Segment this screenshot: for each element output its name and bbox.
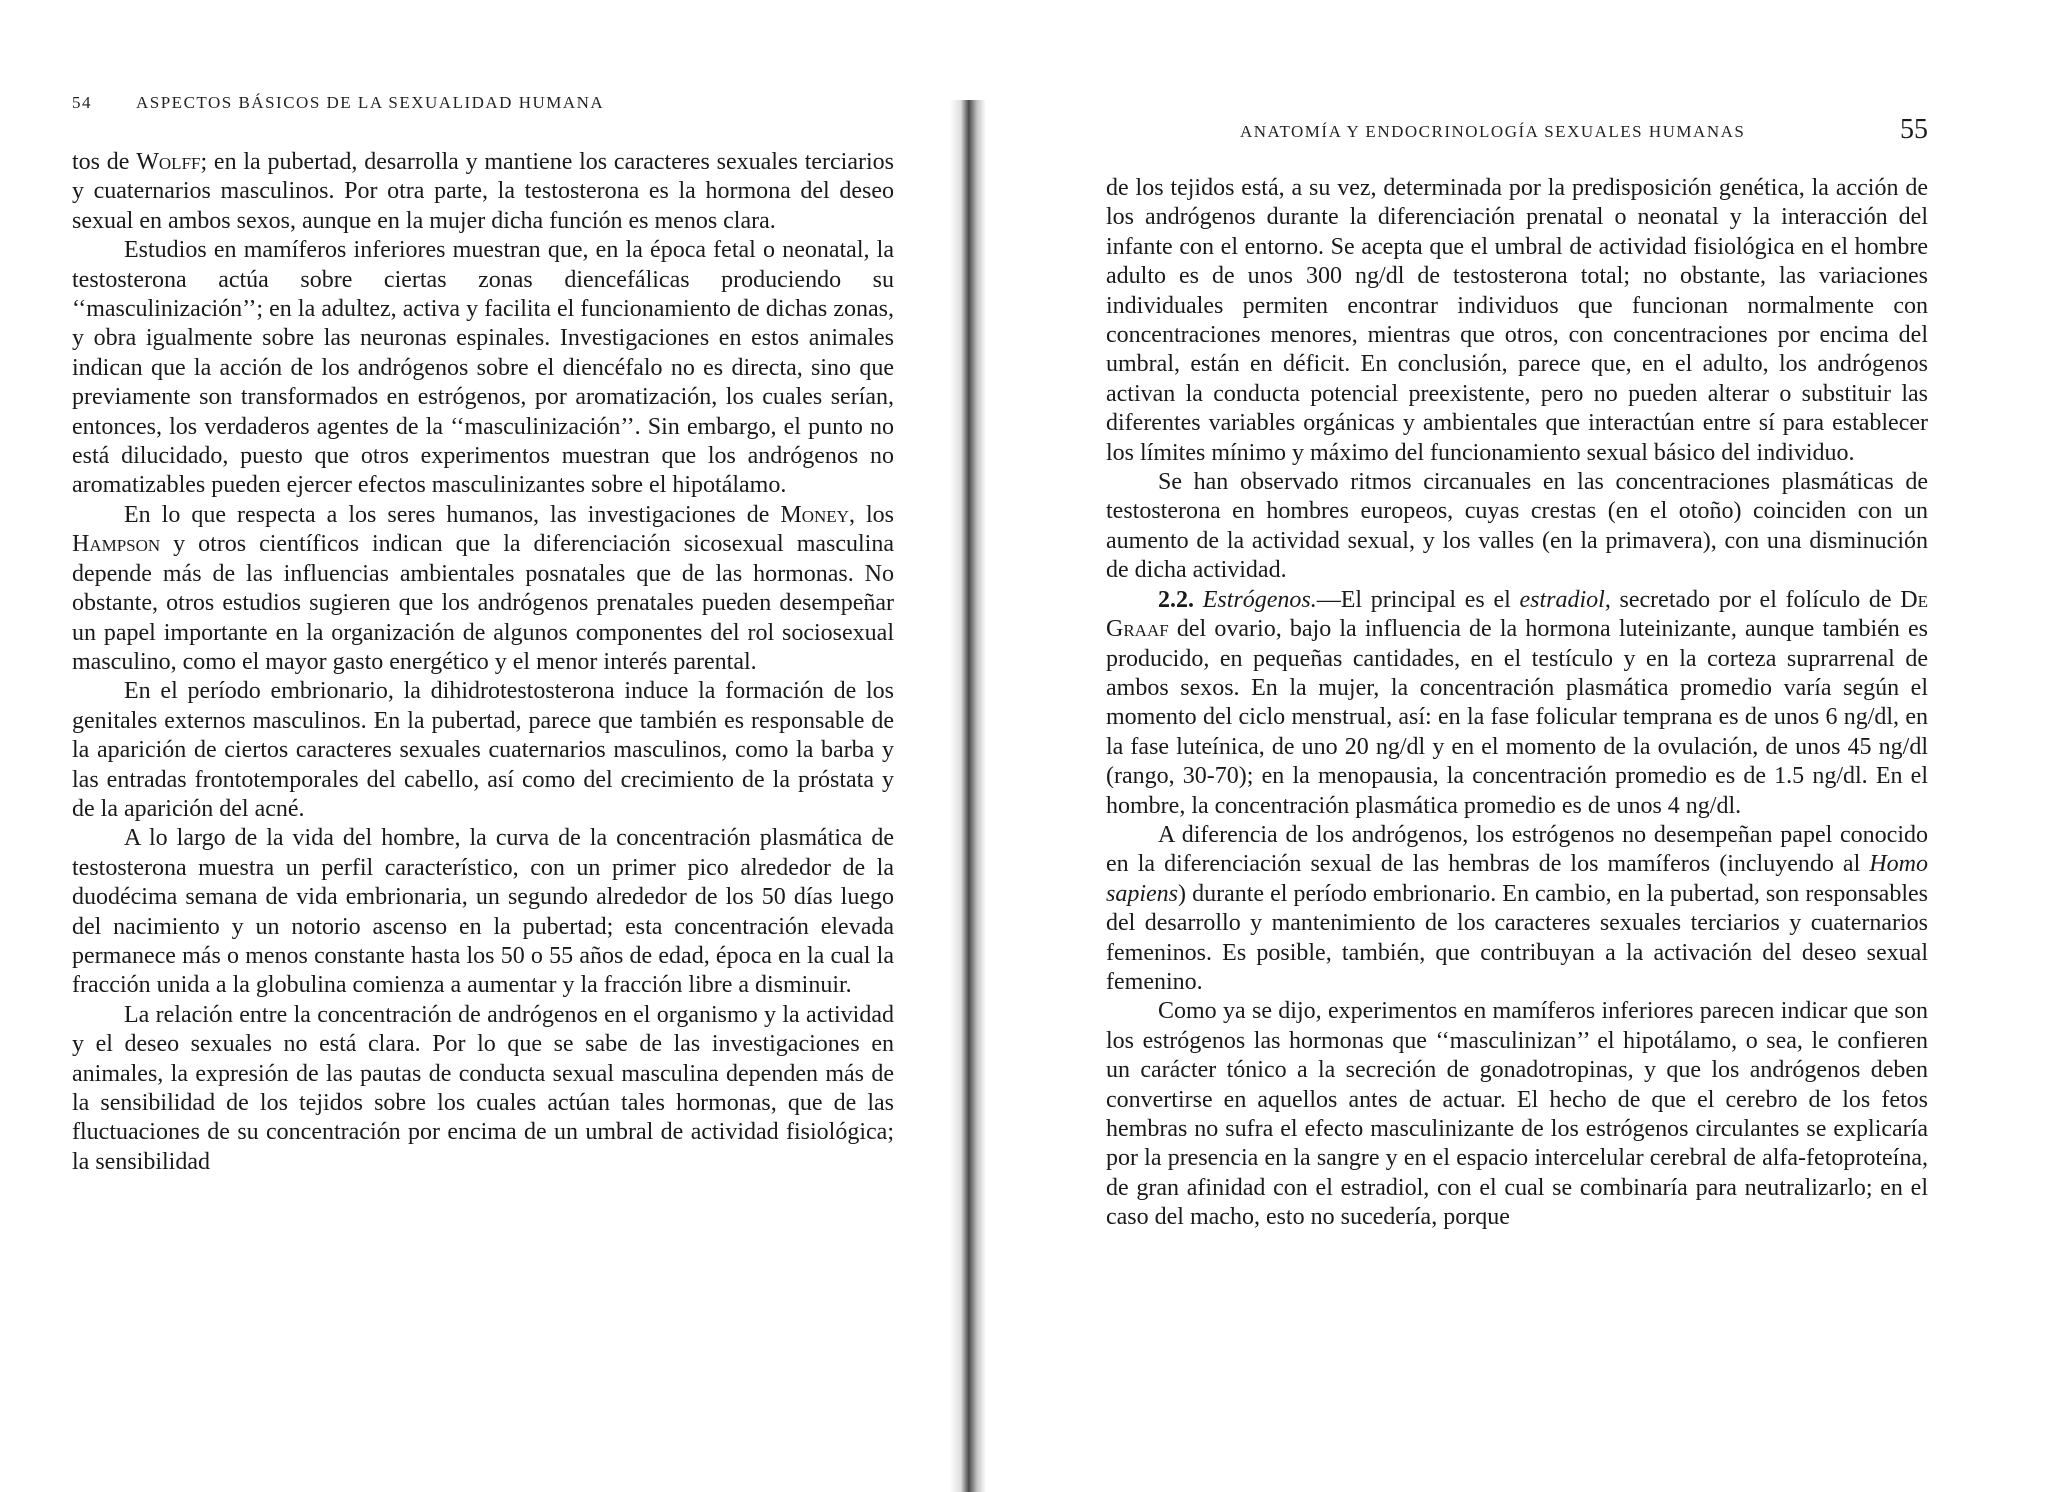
paragraph: Estudios en mamíferos inferiores muestran que, en la época fetal o neonatal, la testosterona actúa sobre ciertas zonas diencefálicas produciendo su ‘‘masculinización’’; en la adultez, activa y facilita el funcionamiento de dichas zonas, y obra igualmente sobre las neuronas espinales. Investigaciones en estos animales indican que la acción de los andrógenos sobre el diencéfalo no es directa, sino que previamente son transformados en estrógenos, por aromatización, los cuales serían, entonces, los verdaderos agentes de la ‘‘masculinización’’. Sin embargo, el punto no está dilucidado, puesto que otros experimentos muestran que los andrógenos no aromatizables pueden ejercer efectos masculinizantes sobre el hipotálamo. <box>72 237 894 499</box>
left-running-head-title: ASPECTOS BÁSICOS DE LA SEXUALIDAD HUMANA <box>136 93 605 112</box>
left-body-text <box>72 148 894 1177</box>
author-name-de-graaf: De Graaf <box>1106 586 1928 643</box>
left-running-head <box>72 93 912 113</box>
term-estradiol: estradiol <box>1519 586 1605 613</box>
paragraph: A lo largo de la vida del hombre, la curva de la concentración plasmática de testosterona muestra un perfil característico, con un primer pico alrededor de la duodécima semana de vida embrionaria, un segundo alrededor de los 50 días luego del nacimiento y un notorio ascenso en la pubertad; esta concentración elevada permanece más o menos constante hasta los 50 o 55 años de edad, época en la cual la fracción unida a la globulina comienza a aumentar y la fracción libre a disminuir. <box>72 825 894 999</box>
paragraph <box>72 501 894 677</box>
text-run: , los <box>848 501 894 528</box>
section-title: Estrógenos. <box>1202 586 1317 613</box>
paragraph-continuation <box>72 148 894 236</box>
section-paragraph <box>1106 586 1928 821</box>
author-name-hampson: Hampson <box>72 531 161 558</box>
paragraph-continuation: de los tejidos está, a su vez, determinada por la predisposición genética, la acción de los andrógenos durante la diferenciación prenatal o neonatal y la interacción del infante con el entorno. Se acepta que el umbral de actividad fisiológica en el hombre adulto es de unos 300 ng/dl de testosterona total; no obstante, las variaciones individuales permiten encontrar individuos que funcionan normalmente con concentraciones menores, mientras que otros, con concentraciones por encima del umbral, están en déficit. En conclusión, parece que, en el adulto, los andrógenos activan la conducta potencial preexistente, pero no pueden alterar o substituir las diferentes variables orgánicas y ambientales que interactúan entre sí para establecer los límites mínimo y máximo del funcionamiento sexual básico del individuo. <box>1106 175 1928 466</box>
right-page-number: 55 <box>1900 114 1928 145</box>
left-page <box>0 0 965 1492</box>
left-page-number: 54 <box>72 93 92 112</box>
book-gutter <box>950 100 986 1492</box>
text-run: A diferencia de los andrógenos, los estrógenos no desempeñan papel conocido en la diferenciación sexual de las hembras de los mamíferos (incluyendo al <box>1106 821 1928 878</box>
term-homo-sapiens: Homo sapiens <box>1106 851 1928 907</box>
right-running-head: ANATOMÍA Y ENDOCRINOLOGÍA SEXUALES HUMANAS <box>1240 122 1746 141</box>
text-run: y otros científicos indican que la diferenciación sicosexual masculina depende más de las influencias ambientales posnatales que de las hormonas. No obstante, otros estudios sugieren que los andrógenos prenatales pueden desempeñar un papel importante en la organización de algunos componentes del rol sociosexual masculino, como el mayor gasto energético y el menor interés parental. <box>72 531 894 675</box>
section-number: 2.2. <box>1158 586 1194 613</box>
paragraph: Como ya se dijo, experimentos en mamíferos inferiores parecen indicar que son los estrógenos las hormonas que ‘‘masculinizan’’ el hipotálamo, o sea, le confieren un carácter tónico a la secreción de gonadotropinas, y que los andrógenos deben convertirse en aquellos antes de actuar. El hecho de que el cerebro de los fetos hembras no sufra el efecto masculinizante de los estrógenos circulantes se explicaría por la presencia en la sangre y en el espacio intercelular cerebral de alfa-fetoproteína, de gran afinidad con el estradiol, con el cual se combinaría para neutralizarlo; en el caso del macho, esto no sucedería, porque <box>1106 998 1928 1231</box>
paragraph: En el período embrionario, la dihidrotestosterona induce la formación de los genitales externos masculinos. En la pubertad, parece que también es responsable de la aparición de ciertos caracteres sexuales cuaternarios masculinos, como la barba y las entradas frontotemporales del cabello, así como del crecimiento de la próstata y de la aparición del acné. <box>72 678 894 822</box>
text-run: ; en la pubertad, desarrolla y mantiene los caracteres sexuales terciarios y cuaternarios masculinos. Por otra parte, la testosterona es la hormona del deseo sexual en ambos sexos, aunque en la mujer dicha función es menos clara. <box>72 149 894 234</box>
right-body-text <box>1106 174 1928 1233</box>
paragraph <box>1106 821 1928 997</box>
text-run: ) durante el período embrionario. En cambio, en la pubertad, son responsables del desarrollo y mantenimiento de los caracteres sexuales terciarios y cuaternarios femeninos. Es posible, también, que contribuyan a la activación del deseo sexual femenino. <box>1106 880 1928 995</box>
author-name-money: Money <box>780 501 849 528</box>
text-run: , secretado por el folículo de <box>1604 586 1901 613</box>
author-name-wolff: Wolff <box>136 149 201 175</box>
text-run: del ovario, bajo la influencia de la hormona luteinizante, aunque también es producido, en pequeñas cantidades, en el testículo y en la corteza suprarrenal de ambos sexos. En la mujer, la concentración plasmática promedio varía según el momento del ciclo menstrual, así: en la fase folicular temprana es de unos 6 ng/dl, en la fase luteínica, de uno 20 ng/dl y en el momento de la ovulación, de unos 45 ng/dl (rango, 30-70); en la menopausia, la concentración promedio es de 1.5 ng/dl. En el hombre, la concentración plasmática promedio es de unos 4 ng/dl. <box>1106 616 1928 819</box>
paragraph: La relación entre la concentración de andrógenos en el organismo y la actividad y el deseo sexuales no está clara. Por lo que se sabe de las investigaciones en animales, la expresión de las pautas de conducta sexual masculina dependen más de la sensibilidad de los tejidos sobre los cuales actúan tales hormonas, que de las fluctuaciones de su concentración por encima de un umbral de actividad fisiológica; la sensibilidad <box>72 1001 894 1175</box>
text-run: En lo que respecta a los seres humanos, las investigaciones de <box>124 501 781 528</box>
text-run: tos de <box>72 149 137 175</box>
text-run: El principal es el <box>1340 586 1520 613</box>
paragraph: Se han observado ritmos circanuales en las concentraciones plasmáticas de testosterona en hombres europeos, cuyas crestas (en el otoño) coinciden con un aumento de la actividad sexual, y los valles (en la primavera), con una disminución de dicha actividad. <box>1106 469 1928 584</box>
text-run: — <box>1316 586 1341 613</box>
